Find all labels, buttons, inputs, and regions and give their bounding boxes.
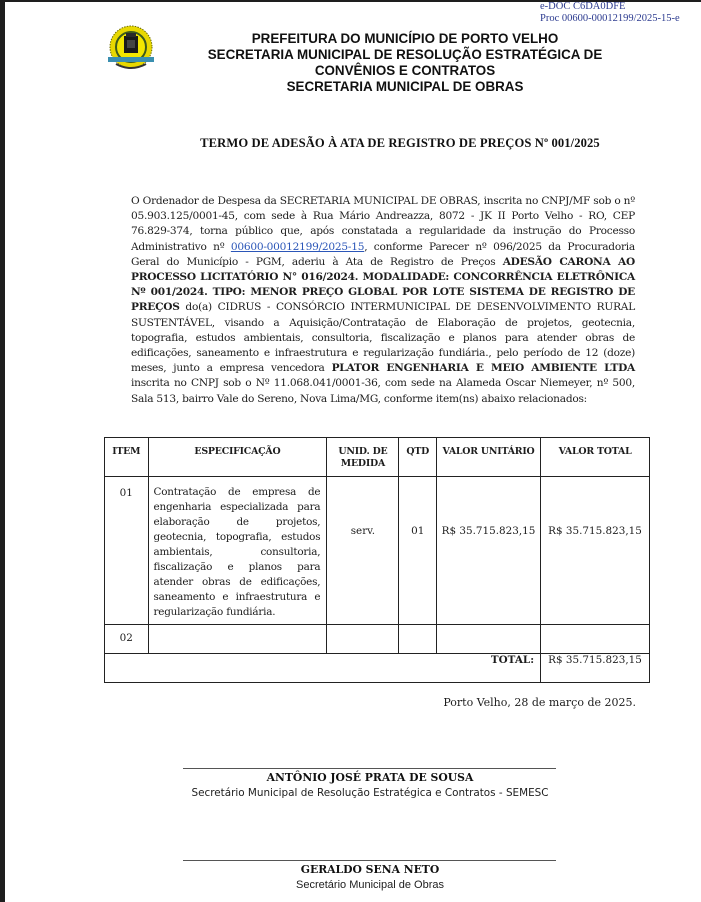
total-value: R$ 35.715.823,15 <box>541 654 650 683</box>
unid-value: serv. <box>350 525 376 537</box>
header-spec: ESPECIFICAÇÃO <box>148 438 327 477</box>
cell-valor-total <box>541 477 650 625</box>
header-item: ITEM <box>105 438 149 477</box>
header-line-3: CONVÊNIOS E CONTRATOS <box>314 63 496 78</box>
header-line-2: SECRETARIA MUNICIPAL DE RESOLUÇÃO ESTRATÉGICA DE <box>207 47 603 62</box>
cell-unid <box>327 625 399 654</box>
signatory-2-name: GERALDO SENA NETO <box>300 863 440 876</box>
institution-header <box>160 31 650 95</box>
body-text-part-4: inscrita no CNPJ sob o Nº 11.068.041/0001-36, com sede na Alameda Oscar Niemeyer, nº 500, Sala 513, bairro Vale do Sereno, Nova Lima/MG, conforme item(ns) abaixo relacionados: <box>131 377 635 405</box>
cell-spec <box>148 477 327 625</box>
item-number: 02 <box>119 632 133 644</box>
header-valor-total: VALOR TOTAL <box>541 438 650 477</box>
valor-unitario-value: R$ 35.715.823,15 <box>441 525 536 537</box>
viewer-left-edge <box>0 0 5 902</box>
item-number: 01 <box>119 487 133 499</box>
header-line-1: PREFEITURA DO MUNICÍPIO DE PORTO VELHO <box>251 31 559 46</box>
process-link[interactable]: 00600-00012199/2025-15 <box>230 240 365 253</box>
cell-item <box>105 625 149 654</box>
table-total-row <box>105 654 650 683</box>
header-line-4: SECRETARIA MUNICIPAL DE OBRAS <box>286 79 524 94</box>
cell-valor-unitario <box>436 625 540 654</box>
spec-text: Contratação de empresa de engenharia especializada para elaboração de projetos, geotecnia, topografia, estudos ambientais, consultoria, fiscalização e planos para atender obras de edificações, saneamento e infraestrutura e regularização fundiária. <box>153 486 321 618</box>
header-valor-unitario: VALOR UNITÁRIO <box>436 438 540 477</box>
signature-line-1 <box>183 768 556 769</box>
table-row <box>105 477 650 625</box>
process-code: Proc 00600-00012199/2025-15-e <box>540 13 680 24</box>
signature-line-2 <box>183 860 556 861</box>
body-text-part-2: , conforme Parecer nº 096/2025 da Procuradoria Geral do Município - PGM, aderiu à Ata de Registro de Preços <box>131 240 635 268</box>
edoc-code: e-DOC C6DA0DFE <box>540 1 626 12</box>
body-text-part-3: do(a) CIDRUS - CONSÓRCIO INTERMUNICIPAL DE DESENVOLVIMENTO RURAL SUSTENTÁVEL, visando a Aquisição/Contratação de Elaboração de projetos, geotecnia, topografia, estudos ambientais, consultoria, fiscalização e planos para atender obras de edificações, saneamento e infraestrutura e regularização fundiária., pelo período de 12 (doze) meses, junto a empresa vencedora <box>131 301 635 375</box>
header-unid: UNID. DE MEDIDA <box>327 438 399 477</box>
valor-total-value: R$ 35.715.823,15 <box>548 525 642 537</box>
items-table <box>104 437 650 683</box>
table-row <box>105 625 650 654</box>
edoc-stamp <box>540 1 680 25</box>
signatory-1-name: ANTÔNIO JOSÉ PRATA DE SOUSA <box>266 771 474 784</box>
cell-spec <box>148 625 327 654</box>
table-header-row <box>105 438 650 477</box>
body-bold-company: PLATOR ENGENHARIA E MEIO AMBIENTE LTDA <box>331 362 636 375</box>
cell-qtd <box>399 477 437 625</box>
cell-qtd <box>399 625 437 654</box>
document-title: TERMO DE ADESÃO À ATA DE REGISTRO DE PREÇOS Nº 001/2025 <box>200 136 600 150</box>
total-label: TOTAL: <box>105 654 541 683</box>
cell-unid <box>327 477 399 625</box>
qtd-value: 01 <box>411 525 425 537</box>
cell-valor-unitario <box>436 477 540 625</box>
body-text-part-1: O Ordenador de Despesa da SECRETARIA MUNICIPAL DE OBRAS, inscrita no CNPJ/MF sob o nº 05.903.125/0001-45, com sede à Rua Mário Andreazza, 8072 - JK II Porto Velho - RO, CEP 76.829-374, torna público que, após constatada a regularidade da instrução do Processo Administrativo nº <box>131 195 635 253</box>
signatory-1-role: Secretário Municipal de Resolução Estratégica e Contratos - SEMESC <box>191 787 549 799</box>
signatory-2-role: Secretário Municipal de Obras <box>296 879 444 891</box>
coat-of-arms-icon <box>106 24 156 74</box>
document-body <box>131 194 635 407</box>
date-line: Porto Velho, 28 de março de 2025. <box>443 696 636 709</box>
header-qtd: QTD <box>399 438 437 477</box>
cell-item <box>105 477 149 625</box>
body-bold-adhesion: ADESÃO CARONA AO PROCESSO LICITATÓRIO N° 016/2024. MODALIDADE: CONCORRÊNCIA ELETRÔNICA Nº 001/2024. TIPO: MENOR PREÇO GLOBAL POR LOTE SISTEMA DE REGISTRO DE PREÇOS <box>131 255 635 314</box>
cell-valor-total <box>541 625 650 654</box>
